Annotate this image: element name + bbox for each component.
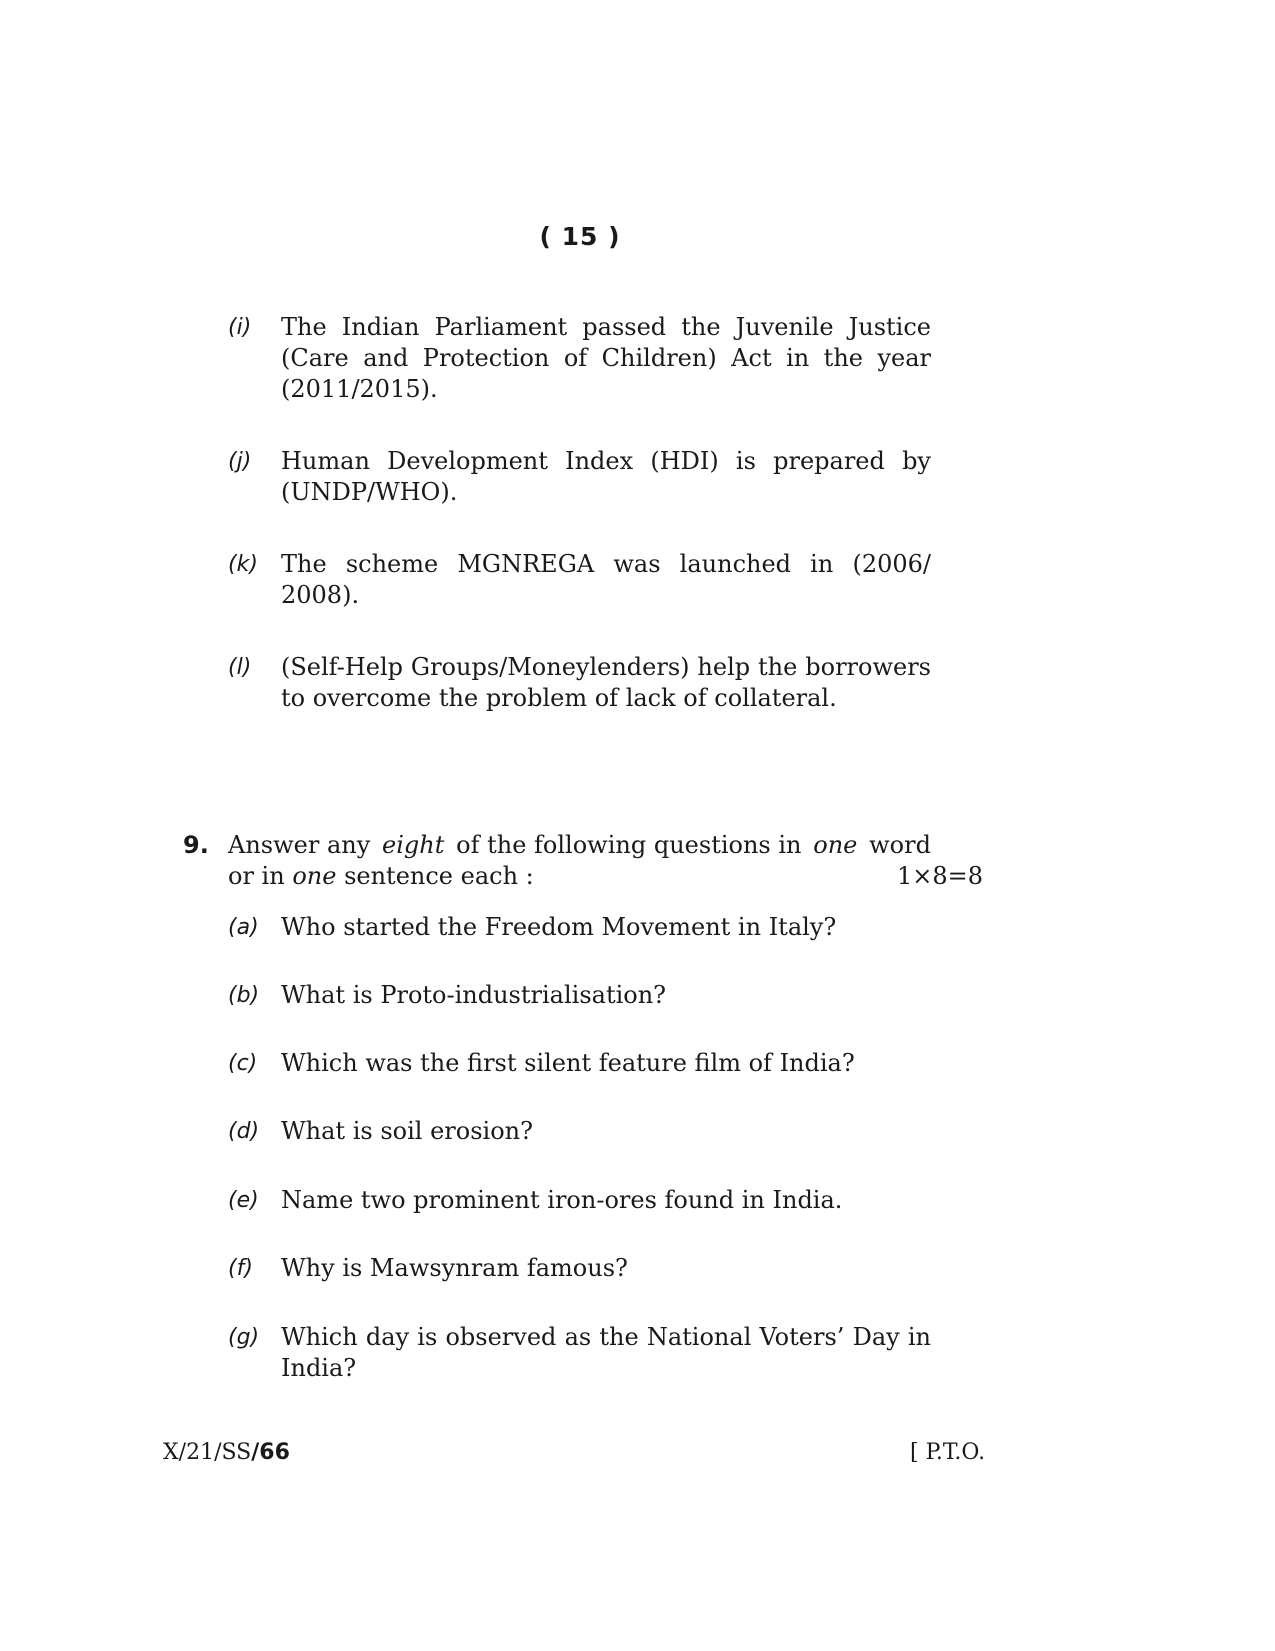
- q-text-part: word: [869, 831, 931, 859]
- list-item-j: [228, 446, 931, 508]
- list-item-g: [228, 1322, 931, 1384]
- q-text-part: Answer any: [228, 831, 371, 859]
- item-text: Human Development Index (HDI) is prepared by (UNDP/WHO).: [281, 447, 931, 506]
- question-line-2: [228, 861, 983, 892]
- item-text: Why is Mawsynram famous?: [281, 1254, 628, 1282]
- item-text: Which day is observed as the National Voters’ Day in India?: [281, 1323, 931, 1382]
- item-letter: (c): [228, 1051, 258, 1076]
- paper-code-number: /66: [251, 1440, 290, 1465]
- paper-code-prefix: X/21/SS: [163, 1440, 252, 1465]
- item-text: (Self-Help Groups/Moneylenders) help the borrowers to overcome the problem of lack of collateral.: [281, 653, 931, 712]
- item-letter: (i): [228, 315, 252, 340]
- item-letter: (d): [228, 1119, 260, 1144]
- list-item-a: [228, 912, 931, 943]
- list-item-b: [228, 980, 931, 1011]
- item-text: Name two prominent iron-ores found in India.: [281, 1186, 843, 1214]
- q-emphasis: eight: [382, 831, 445, 859]
- item-text: What is Proto-industrialisation?: [281, 981, 667, 1009]
- item-letter: (e): [228, 1188, 259, 1213]
- list-item-f: [228, 1253, 931, 1284]
- page-number: ( 15 ): [539, 222, 621, 251]
- item-text: Who started the Freedom Movement in Italy?: [281, 913, 837, 941]
- marks-allocation: 1×8=8: [896, 862, 983, 890]
- item-text: The Indian Parliament passed the Juvenile Justice (Care and Protection of Children) Act in the year (2011/2015).: [281, 313, 931, 403]
- item-letter: (f): [228, 1256, 253, 1281]
- list-item-i: [228, 312, 931, 405]
- item-text: Which was the first silent feature film of India?: [281, 1049, 855, 1077]
- q-emphasis: one: [813, 831, 858, 859]
- item-letter: (j): [228, 449, 252, 474]
- item-letter: (k): [228, 552, 258, 577]
- paper-code: [163, 1440, 290, 1465]
- question-number: 9.: [183, 831, 209, 859]
- question-text: [228, 830, 983, 892]
- item-text: What is soil erosion?: [281, 1117, 533, 1145]
- item-letter: (l): [228, 655, 252, 680]
- q-text-part: sentence each :: [344, 862, 534, 890]
- item-letter: (b): [228, 983, 260, 1008]
- q-emphasis: one: [292, 862, 337, 890]
- question-line-1: [228, 830, 931, 861]
- list-item-k: [228, 549, 931, 611]
- list-item-e: [228, 1185, 931, 1216]
- item-text: The scheme MGNREGA was launched in (2006/ 2008).: [281, 550, 931, 609]
- pto-label: [ P.T.O.: [910, 1440, 986, 1465]
- list-item-c: [228, 1048, 931, 1079]
- q-text-part: or in: [228, 862, 285, 890]
- item-letter: (a): [228, 915, 259, 940]
- item-letter: (g): [228, 1325, 260, 1350]
- list-item-l: [228, 652, 931, 714]
- list-item-d: [228, 1116, 931, 1147]
- q-text-part: of the following questions in: [456, 831, 802, 859]
